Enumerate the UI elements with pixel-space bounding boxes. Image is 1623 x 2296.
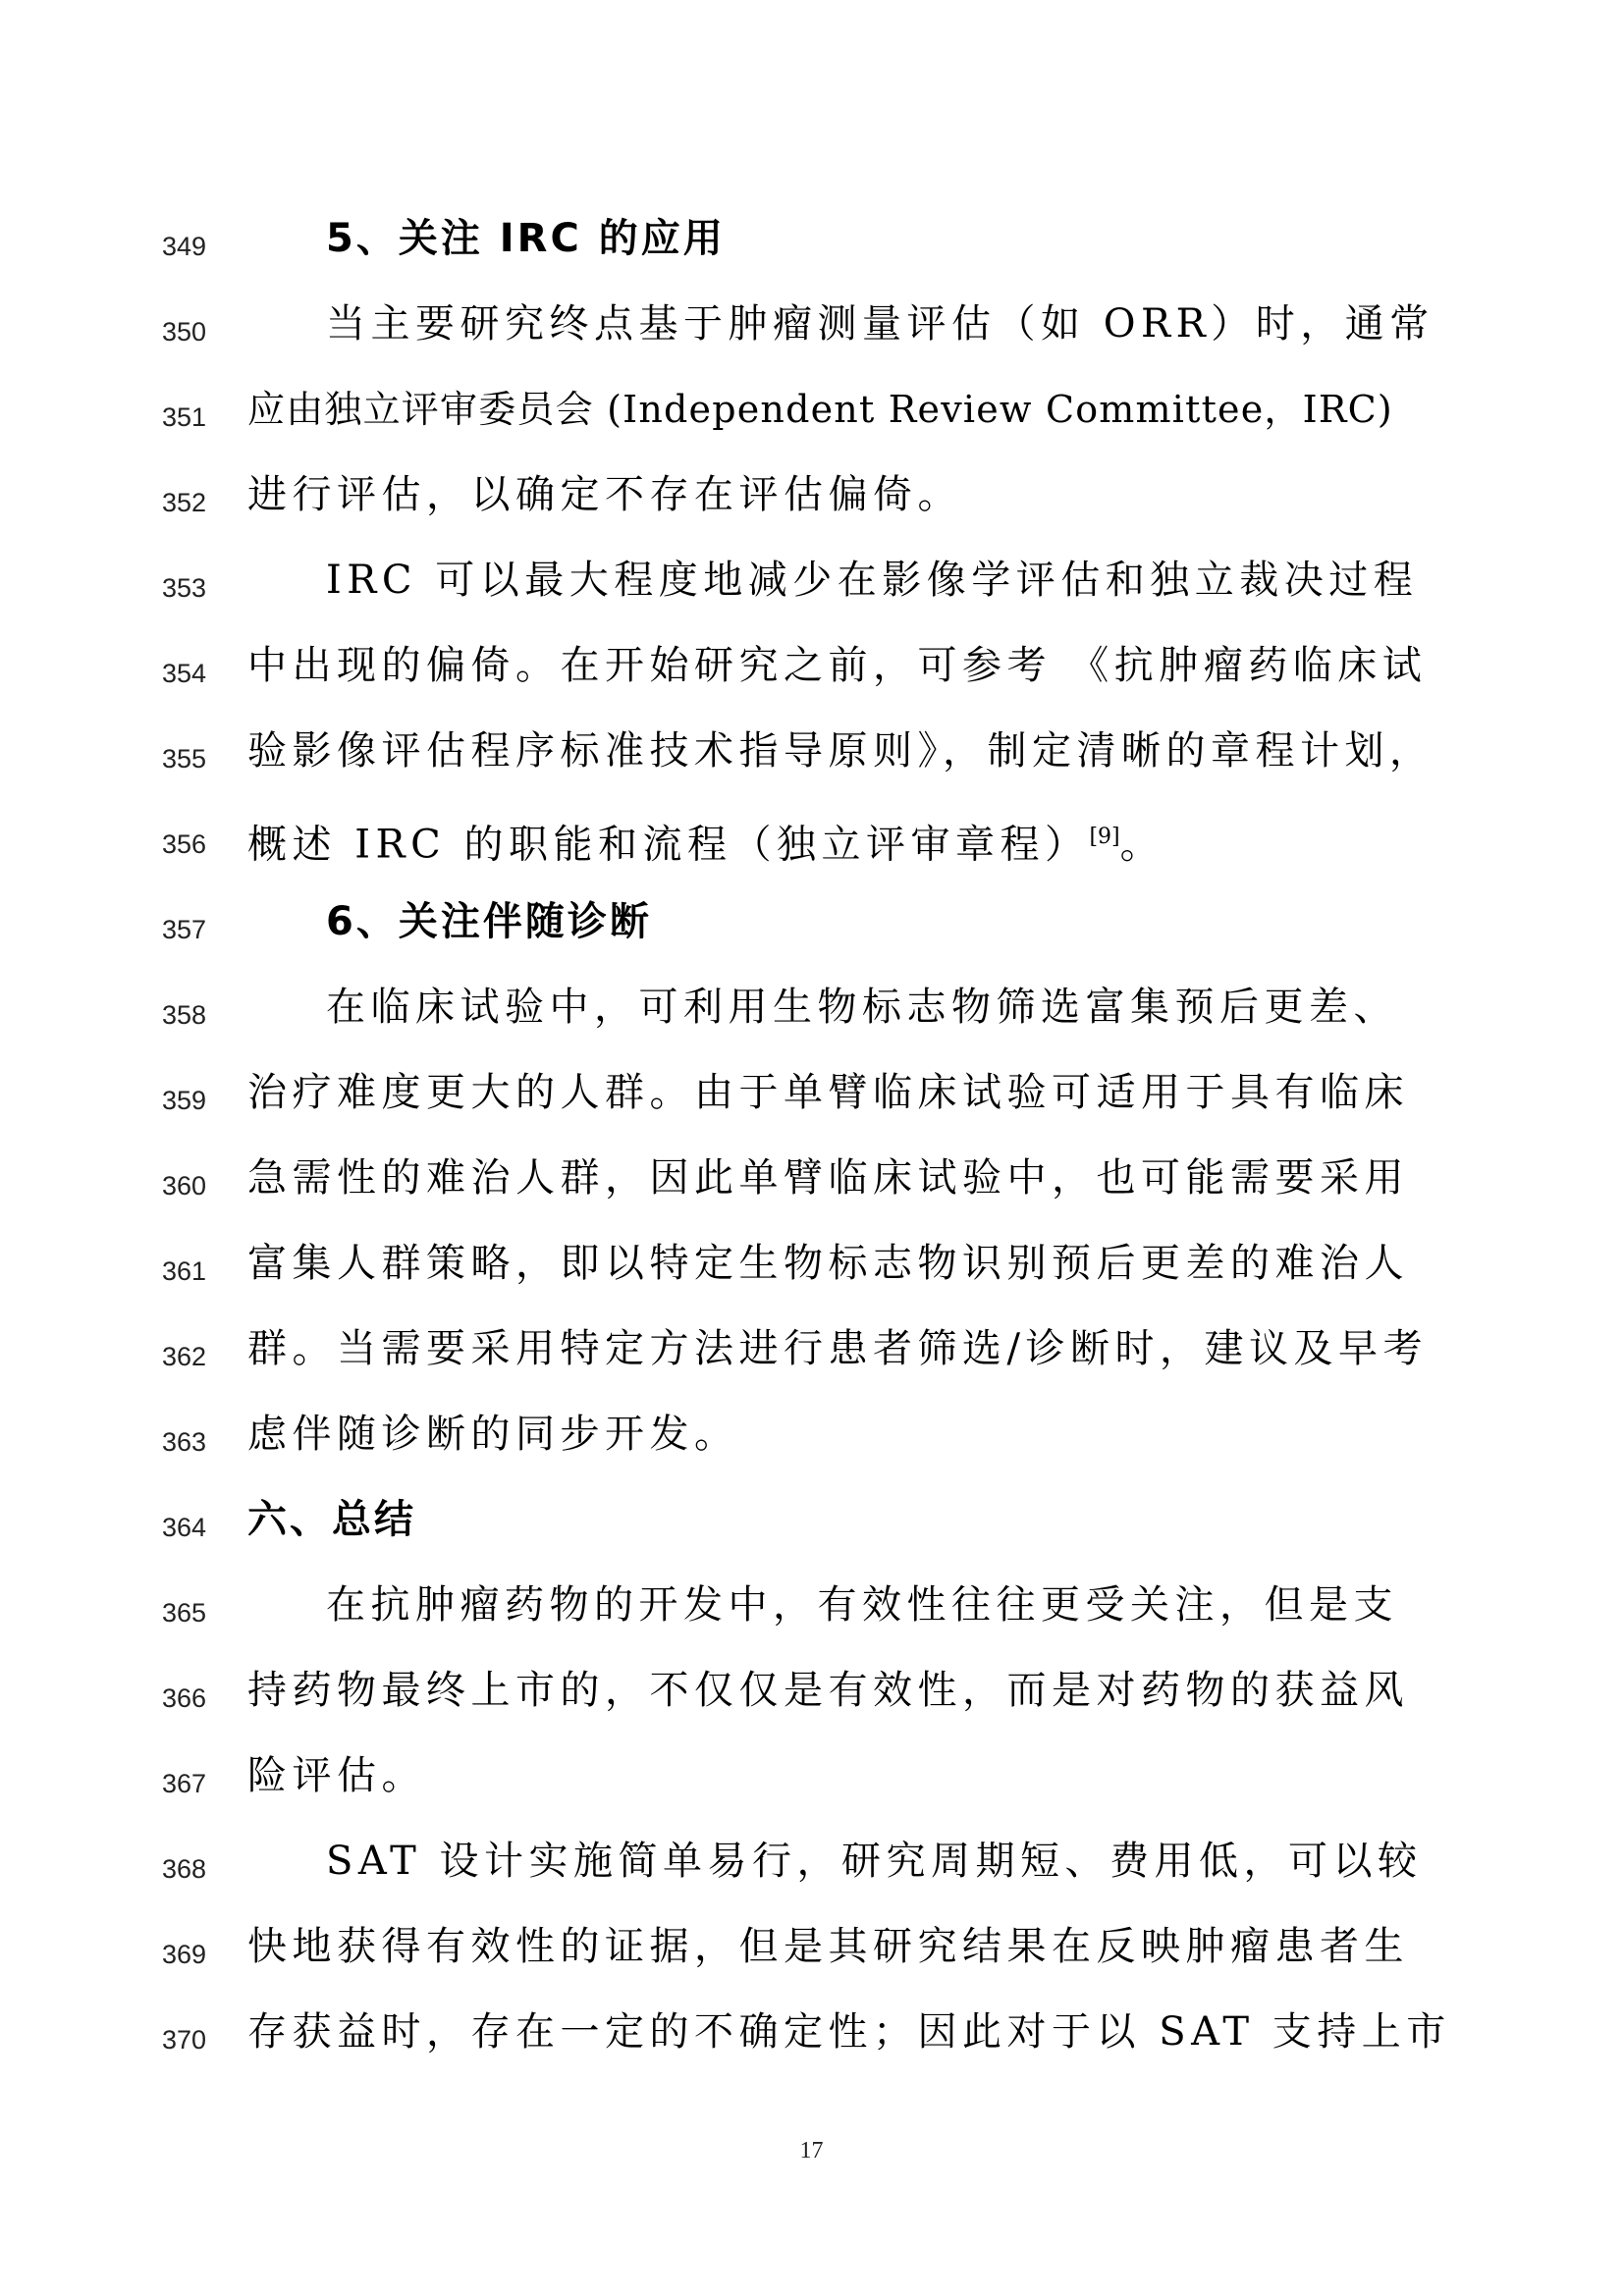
text-line — [0, 623, 1623, 709]
paragraph-text: 存获益时，存在一定的不确定性；因此对于以 SAT 支持上市 — [247, 2009, 1451, 2055]
paragraph-text: 急需性的难治人群，因此单臂临床试验中，也可能需要采用 — [247, 1155, 1409, 1201]
line-number: 352 — [161, 488, 206, 517]
text-line — [0, 1221, 1623, 1307]
paragraph-text: IRC 可以最大程度地减少在影像学评估和独立裁决过程 — [326, 558, 1419, 603]
paragraph-text: 在抗肿瘤药物的开发中，有效性往往更受关注，但是支 — [326, 1582, 1398, 1628]
text-line — [0, 1990, 1623, 2075]
line-number: 368 — [161, 1854, 206, 1884]
line-number: 353 — [161, 573, 206, 603]
paragraph-text: 进行评估，以确定不存在评估偏倚。 — [247, 472, 962, 517]
text-line — [0, 709, 1623, 794]
line-number: 369 — [161, 1940, 206, 1969]
line-number: 365 — [161, 1598, 206, 1628]
line-number: 366 — [161, 1683, 206, 1713]
line-number: 359 — [161, 1086, 206, 1115]
text-line — [0, 196, 1623, 282]
citation-reference: [9] — [1089, 825, 1120, 849]
line-number: 356 — [161, 829, 206, 859]
text-line — [0, 965, 1623, 1050]
line-text-tail: 。 — [1119, 822, 1165, 868]
text-line — [0, 1392, 1623, 1477]
paragraph-text: 持药物最终上市的，不仅仅是有效性，而是对药物的获益风 — [247, 1668, 1409, 1713]
paragraph-text: 群。当需要采用特定方法进行患者筛选/诊断时，建议及早考 — [247, 1326, 1428, 1371]
line-number: 351 — [161, 402, 206, 432]
text-line — [0, 1648, 1623, 1734]
line-number: 363 — [161, 1427, 206, 1457]
paragraph-text: 快地获得有效性的证据，但是其研究结果在反映肿瘤患者生 — [247, 1924, 1409, 1969]
line-number: 364 — [161, 1513, 206, 1542]
text-line — [0, 538, 1623, 623]
line-number: 367 — [161, 1769, 206, 1798]
text-line — [0, 1819, 1623, 1904]
line-number: 361 — [161, 1256, 206, 1286]
section-heading: 5、关注 IRC 的应用 — [326, 216, 726, 261]
line-text: 概述 IRC 的职能和流程（独立评审章程） — [247, 822, 1090, 868]
line-number: 358 — [161, 1000, 206, 1030]
paragraph-text — [247, 794, 1406, 887]
paragraph-text: 中出现的偏倚。在开始研究之前，可参考 《抗肿瘤药临床试 — [247, 643, 1428, 688]
section-heading: 6、关注伴随诊断 — [326, 899, 652, 944]
text-line — [0, 1904, 1623, 1990]
paragraph-text: 虑伴随诊断的同步开发。 — [247, 1412, 739, 1457]
line-number: 349 — [161, 232, 206, 261]
line-number: 360 — [161, 1171, 206, 1201]
text-line — [0, 1050, 1623, 1136]
text-line — [0, 880, 1623, 965]
chapter-heading: 六、总结 — [247, 1497, 416, 1542]
text-line — [0, 1477, 1623, 1563]
text-line — [0, 282, 1623, 367]
text-line — [0, 1563, 1623, 1648]
line-number: 354 — [161, 659, 206, 688]
paragraph-text: 当主要研究终点基于肿瘤测量评估（如 ORR）时，通常 — [326, 301, 1434, 347]
paragraph-text: 险评估。 — [247, 1753, 426, 1798]
line-number: 357 — [161, 915, 206, 944]
paragraph-text: 治疗难度更大的人群。由于单臂临床试验可适用于具有临床 — [247, 1070, 1409, 1115]
line-number: 370 — [161, 2025, 206, 2055]
text-line — [0, 453, 1623, 538]
text-line — [0, 367, 1623, 453]
line-number: 355 — [161, 744, 206, 774]
text-line — [0, 1734, 1623, 1819]
page-number: 17 — [799, 2138, 824, 2163]
paragraph-text: 在临床试验中，可利用生物标志物筛选富集预后更差、 — [326, 985, 1398, 1030]
line-number: 350 — [161, 317, 206, 347]
text-line — [0, 1307, 1623, 1392]
paragraph-text: 应由独立评审委员会 (Independent Review Committee，IRC) — [247, 388, 1393, 431]
paragraph-text: SAT 设计实施简单易行，研究周期短、费用低，可以较 — [326, 1839, 1423, 1884]
line-number: 362 — [161, 1342, 206, 1371]
text-line — [0, 1136, 1623, 1221]
paragraph-text: 验影像评估程序标准技术指导原则》，制定清晰的章程计划， — [247, 728, 1434, 774]
text-line — [0, 794, 1623, 880]
paragraph-text: 富集人群策略，即以特定生物标志物识别预后更差的难治人 — [247, 1241, 1409, 1286]
